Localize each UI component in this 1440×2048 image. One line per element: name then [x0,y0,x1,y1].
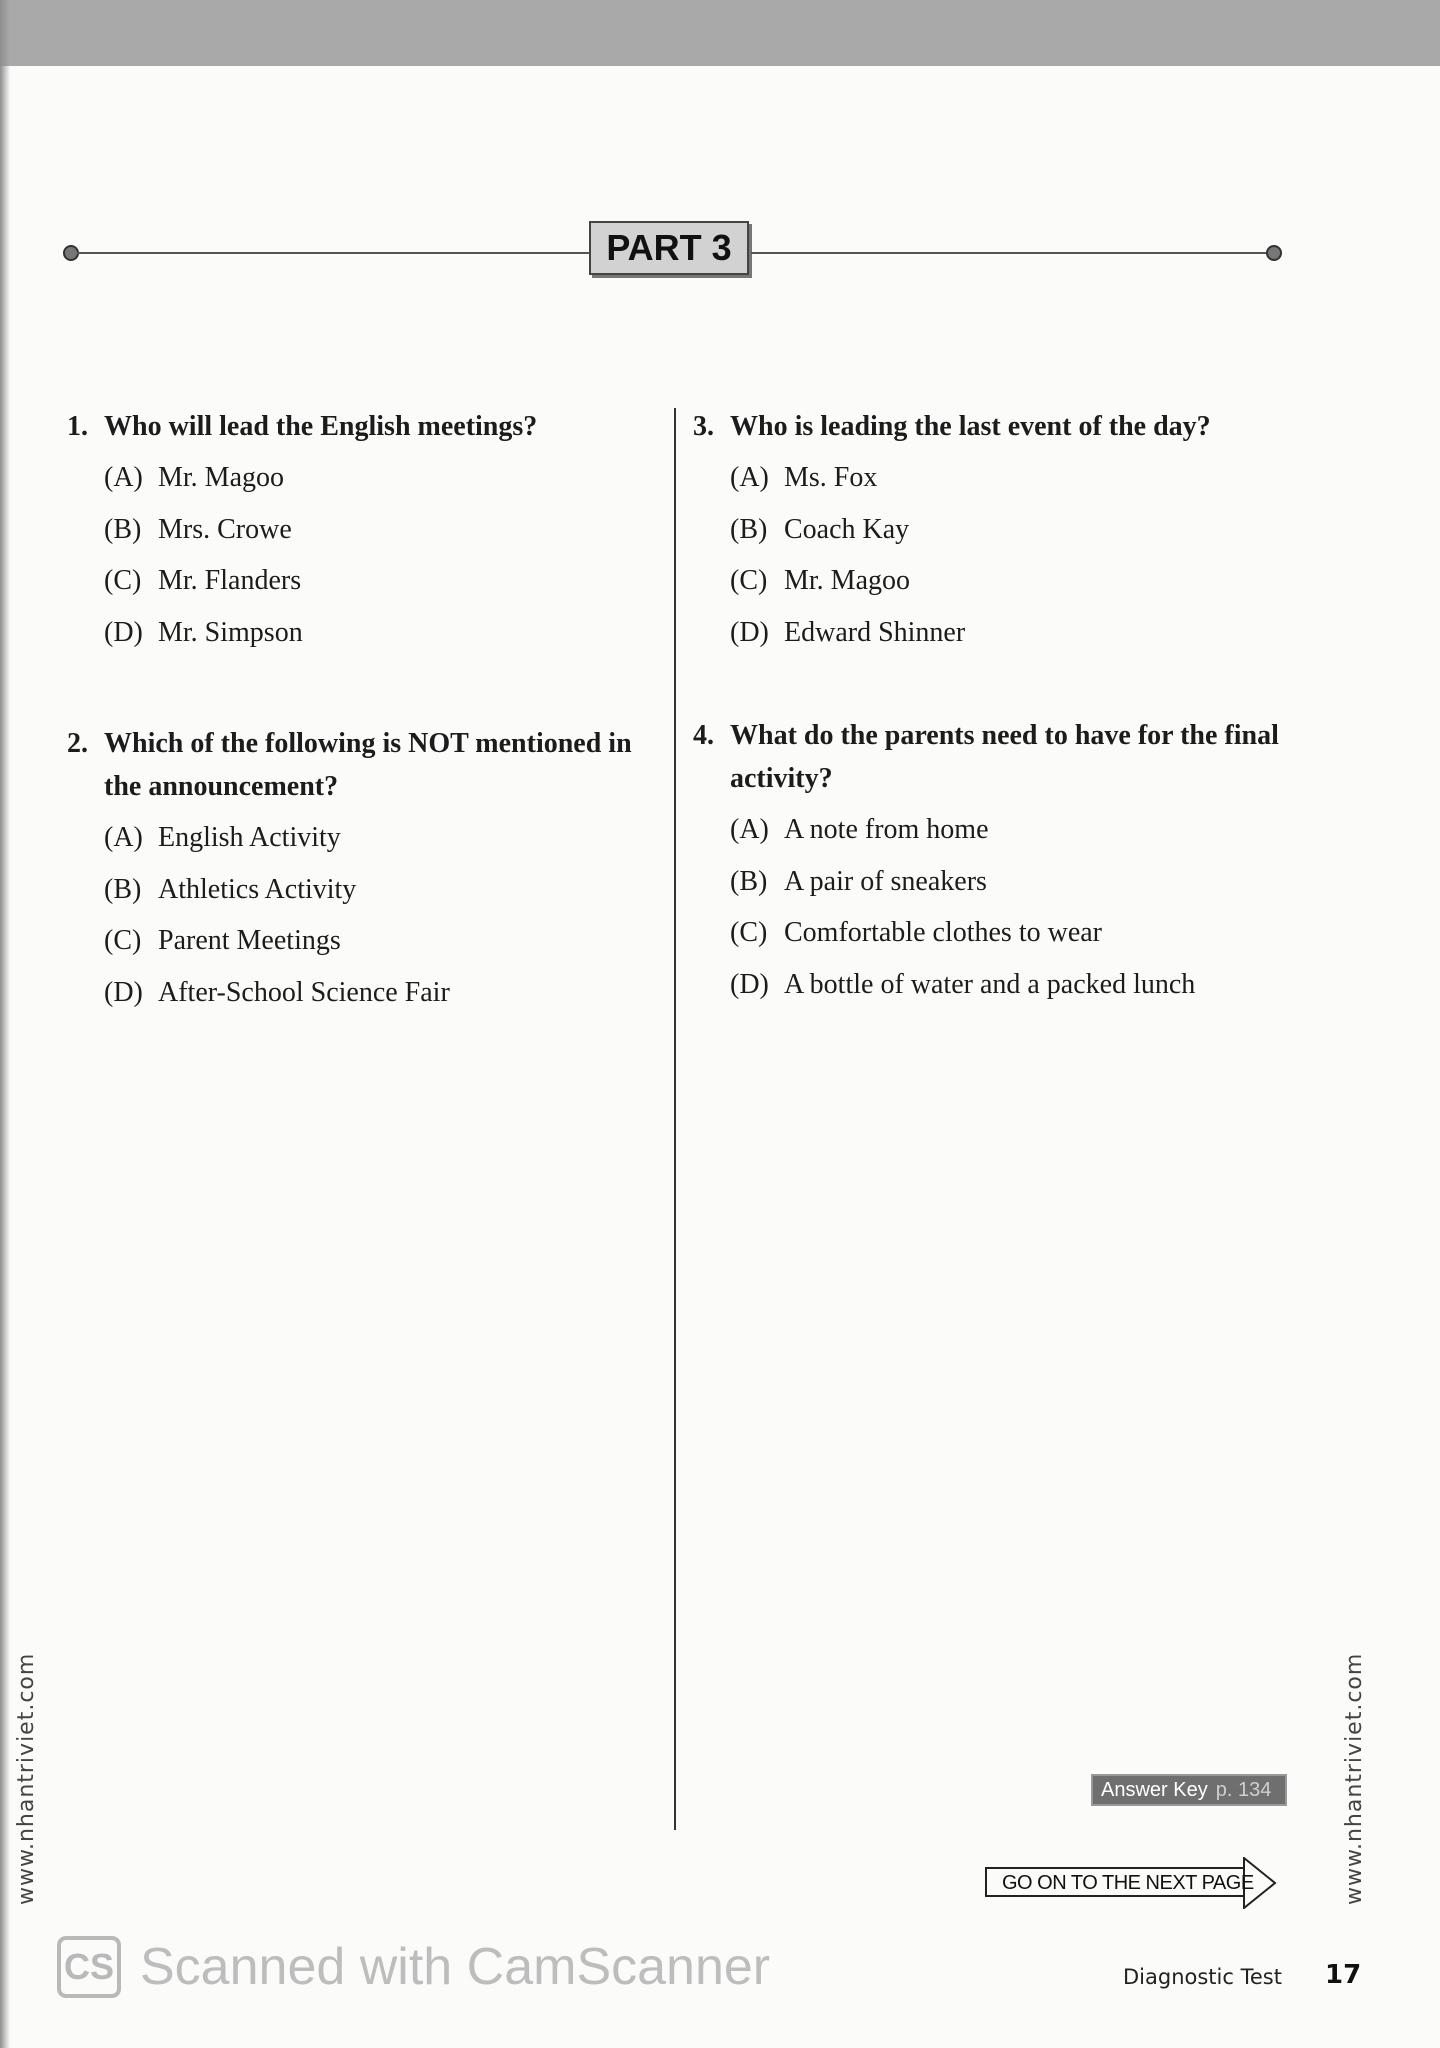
option-a[interactable] [693,452,1293,504]
option-label: (A) [104,822,143,853]
option-label: (A) [730,814,769,845]
question-2 [67,722,667,1018]
question-stem [693,714,1293,800]
option-text: A pair of sneakers [784,865,987,897]
option-label: (C) [730,917,768,948]
option-d[interactable] [693,959,1293,1011]
option-text: Parent Meetings [158,925,341,956]
question-stem [67,405,667,448]
question-stem [67,722,667,808]
side-url-right: www.nhantriviet.com [1342,1652,1367,1905]
option-b[interactable] [693,504,1293,556]
answer-key-page: p. 134 [1215,1779,1272,1801]
option-b[interactable] [67,864,667,916]
option-text: Edward Shinner [784,616,966,648]
option-a[interactable] [693,804,1293,856]
option-text: A note from home [784,814,989,845]
option-text: Mr. Flanders [158,565,302,596]
question-text: Which of the following is NOT mentioned in the announcement? [104,728,632,802]
option-label: (C) [104,925,142,956]
option-c[interactable] [693,555,1293,607]
option-d[interactable] [67,607,667,659]
option-c[interactable] [67,555,667,607]
option-text: Ms. Fox [784,462,878,493]
option-text: Comfortable clothes to wear [784,917,1103,948]
question-1 [67,405,667,658]
option-c[interactable] [67,915,667,967]
footer-section-title: Diagnostic Test [1123,1965,1282,1989]
option-label: (B) [104,513,142,545]
question-number: 2. [67,728,88,759]
part-line-right-dot [1266,245,1282,261]
question-text: Who will lead the English meetings? [104,411,538,442]
scan-left-shadow [0,0,10,2048]
option-text: Mr. Simpson [158,616,303,648]
part-line-left [77,252,589,254]
option-text: After-School Science Fair [158,976,450,1008]
camscanner-logo-icon: CS [57,1936,121,1998]
option-label: (B) [730,513,768,545]
option-label: (D) [730,616,769,648]
question-stem [693,405,1293,448]
option-label: (B) [104,873,142,905]
page-number: 17 [1325,1960,1362,1990]
option-label: (A) [104,462,143,493]
option-text: English Activity [158,822,341,853]
question-number: 4. [693,720,714,751]
option-b[interactable] [67,504,667,556]
option-label: (D) [104,976,143,1008]
option-d[interactable] [693,607,1293,659]
answer-key-label: Answer Key [1101,1779,1208,1801]
question-3 [693,405,1293,658]
option-label: (A) [730,462,769,493]
question-number: 3. [693,411,714,442]
part-line-right [751,252,1266,254]
option-a[interactable] [67,452,667,504]
scan-top-band [0,0,1440,66]
side-url-left: www.nhantriviet.com [14,1652,39,1905]
camscanner-watermark: Scanned with CamScanner [140,1938,771,1996]
next-page-button[interactable] [985,1857,1290,1909]
option-label: (C) [104,565,142,596]
part-title: PART 3 [589,221,749,275]
option-label: (D) [730,968,769,1000]
question-text: What do the parents need to have for the final activity? [730,720,1279,794]
column-divider [674,408,676,1830]
option-label: (B) [730,865,768,897]
option-d[interactable] [67,967,667,1019]
answer-key-badge [1091,1774,1287,1806]
option-label: (C) [730,565,768,596]
option-text: Mr. Magoo [158,462,284,493]
option-b[interactable] [693,856,1293,908]
option-text: Coach Kay [784,513,910,545]
option-text: Athletics Activity [158,873,357,905]
option-label: (D) [104,616,143,648]
next-page-label: GO ON TO THE NEXT PAGE [1002,1872,1254,1894]
option-text: Mrs. Crowe [158,513,292,545]
option-text: A bottle of water and a packed lunch [784,968,1196,1000]
question-number: 1. [67,411,88,442]
option-c[interactable] [693,907,1293,959]
option-text: Mr. Magoo [784,565,910,596]
option-a[interactable] [67,812,667,864]
question-4 [693,714,1293,1010]
question-text: Who is leading the last event of the day? [730,411,1211,442]
